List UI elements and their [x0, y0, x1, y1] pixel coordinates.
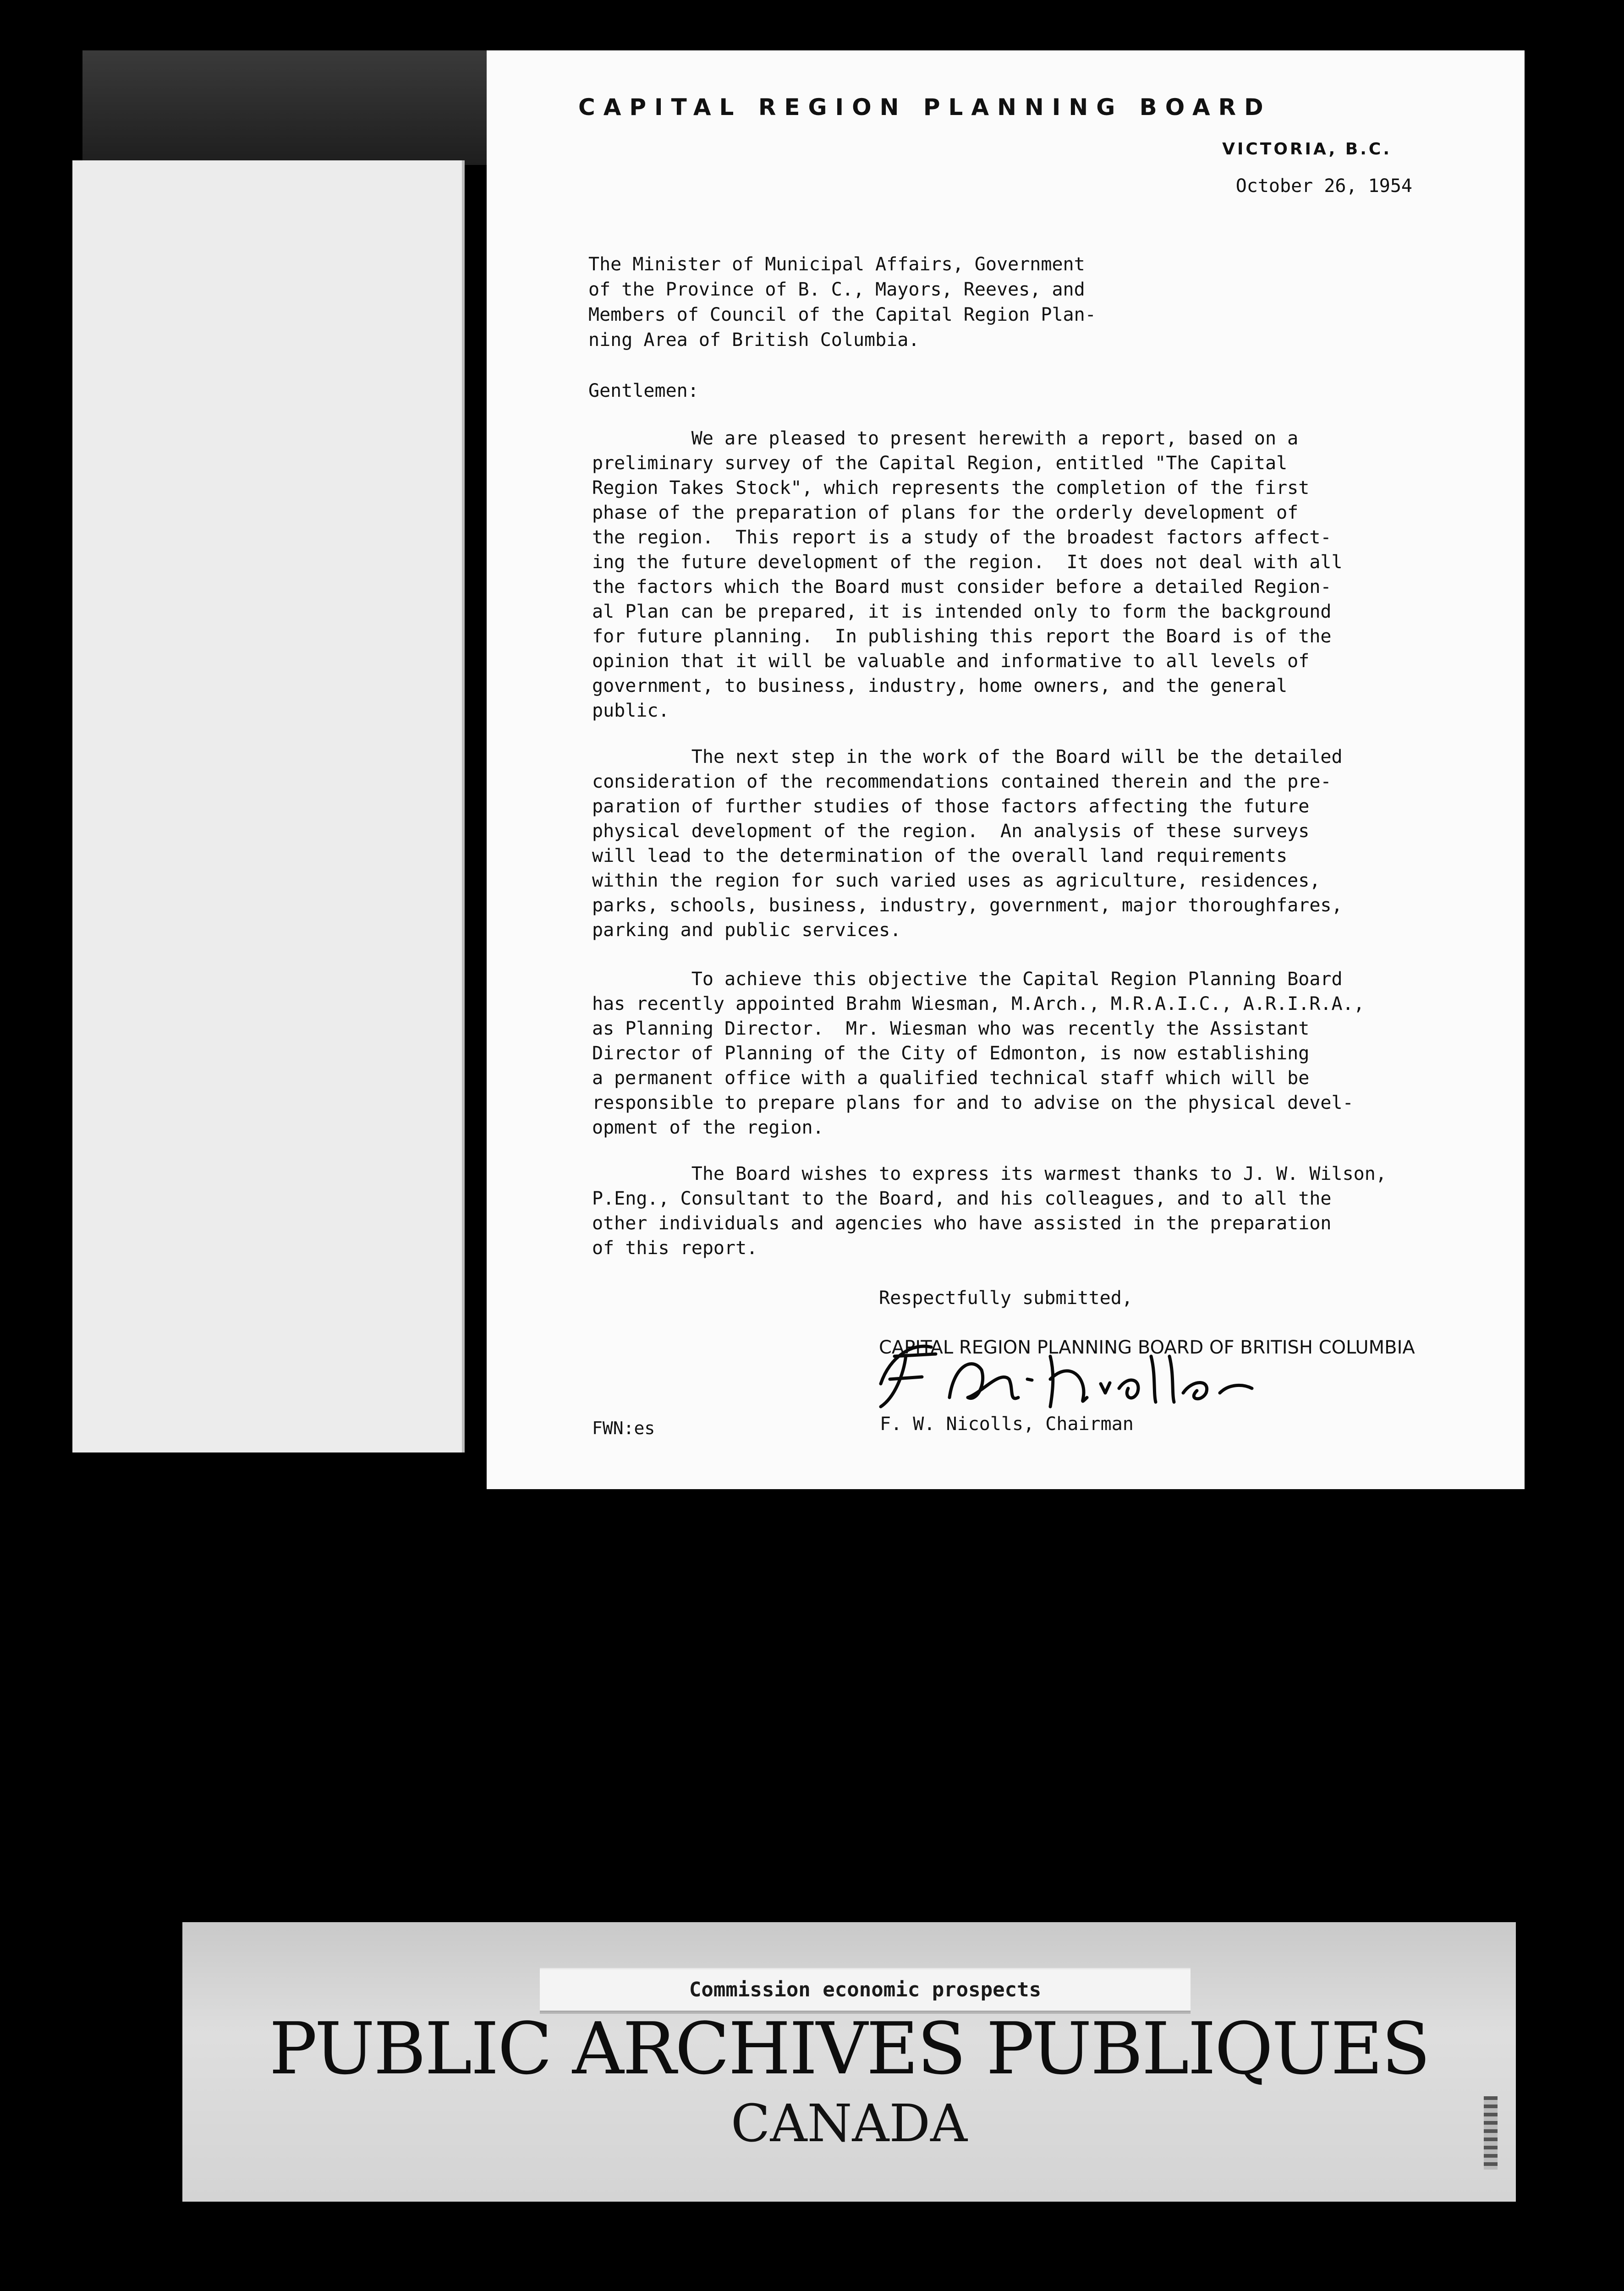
paragraph-line: Region Takes Stock", which represents the completion of the first [592, 477, 1310, 499]
archive-tag-label: Commission economic prospects [689, 1978, 1042, 2001]
paragraph-line: consideration of the recommendations contained therein and the pre- [592, 771, 1332, 792]
address-line: Members of Council of the Capital Region Plan- [588, 304, 1096, 325]
paragraph-line: the region. This report is a study of the broadest factors affect- [592, 527, 1332, 548]
paragraph-line: al Plan can be prepared, it is intended only to form the background [592, 601, 1332, 622]
paragraph-line: ing the future development of the region. It does not deal with all [592, 552, 1343, 573]
address-line: The Minister of Municipal Affairs, Government [588, 254, 1085, 275]
address-line: ning Area of British Columbia. [588, 329, 920, 351]
paragraph-3 [592, 967, 1365, 1140]
paragraph-line: for future planning. In publishing this report the Board is of the [592, 626, 1332, 647]
address-line: of the Province of B. C., Mayors, Reeves, and [588, 279, 1085, 300]
paragraph-line: physical development of the region. An analysis of these surveys [592, 821, 1310, 842]
paragraph-line: of this report. [592, 1238, 758, 1259]
scan-edge-mark [1484, 2096, 1498, 2170]
recipient-address [588, 252, 1096, 353]
archive-title: PUBLIC ARCHIVES PUBLIQUES [269, 2007, 1429, 2090]
paragraph-line: responsible to prepare plans for and to advise on the physical devel- [592, 1092, 1354, 1113]
letterhead-organization: CAPITAL REGION PLANNING BOARD [578, 94, 1272, 121]
archive-tag [540, 1968, 1191, 2012]
archive-label-strip [182, 1922, 1516, 2202]
paragraph-line: government, to business, industry, home owners, and the general [592, 675, 1288, 696]
paragraph-line: a permanent office with a qualified technical staff which will be [592, 1068, 1310, 1089]
paragraph-line: To achieve this objective the Capital Region Planning Board [592, 969, 1343, 990]
paragraph-line: parking and public services. [592, 920, 901, 941]
salutation: Gentlemen: [588, 380, 699, 401]
paragraph-4 [592, 1162, 1387, 1261]
paragraph-2 [592, 745, 1343, 943]
letter-date: October 26, 1954 [1235, 175, 1412, 197]
archive-country: CANADA [730, 2094, 968, 2154]
paragraph-line: opinion that it will be valuable and informative to all levels of [592, 651, 1310, 672]
paragraph-line: preliminary survey of the Capital Region, entitled "The Capital [592, 453, 1288, 474]
paragraph-line: will lead to the determination of the overall land requirements [592, 845, 1288, 866]
letter-page [487, 50, 1525, 1489]
typist-initials: FWN:es [592, 1418, 655, 1438]
scan-background-top [82, 50, 495, 165]
paragraph-line: has recently appointed Brahm Wiesman, M.Arch., M.R.A.I.C., A.R.I.R.A., [592, 993, 1365, 1014]
paragraph-line: public. [592, 700, 669, 721]
paragraph-line: opment of the region. [592, 1117, 824, 1138]
board-signature-line: CAPITAL REGION PLANNING BOARD OF BRITISH COLUMBIA [879, 1337, 1415, 1358]
paragraph-line: other individuals and agencies who have assisted in the preparation [592, 1213, 1332, 1234]
handwritten-signature [862, 1329, 1275, 1420]
paragraph-line: phase of the preparation of plans for the orderly development of [592, 502, 1299, 523]
paragraph-line: The next step in the work of the Board will be the detailed [592, 746, 1343, 767]
paragraph-line: within the region for such varied uses as agriculture, residences, [592, 870, 1321, 891]
paragraph-line: We are pleased to present herewith a report, based on a [592, 428, 1299, 449]
letterhead-city: VICTORIA, B.C. [1222, 140, 1392, 159]
paragraph-1 [592, 426, 1343, 723]
paragraph-line: Director of Planning of the City of Edmonton, is now establishing [592, 1043, 1310, 1064]
paragraph-line: parks, schools, business, industry, government, major thoroughfares, [592, 895, 1343, 916]
paragraph-line: as Planning Director. Mr. Wiesman who was recently the Assistant [592, 1018, 1310, 1039]
closing: Respectfully submitted, [879, 1288, 1133, 1309]
paragraph-line: P.Eng., Consultant to the Board, and his colleagues, and to all the [592, 1188, 1332, 1209]
underlying-blank-page [72, 160, 462, 1452]
signatory-name: F. W. Nicolls, Chairman [880, 1414, 1134, 1435]
paragraph-line: The Board wishes to express its warmest thanks to J. W. Wilson, [592, 1163, 1387, 1184]
paragraph-line: the factors which the Board must consider before a detailed Region- [592, 576, 1332, 597]
paragraph-line: paration of further studies of those factors affecting the future [592, 796, 1310, 817]
